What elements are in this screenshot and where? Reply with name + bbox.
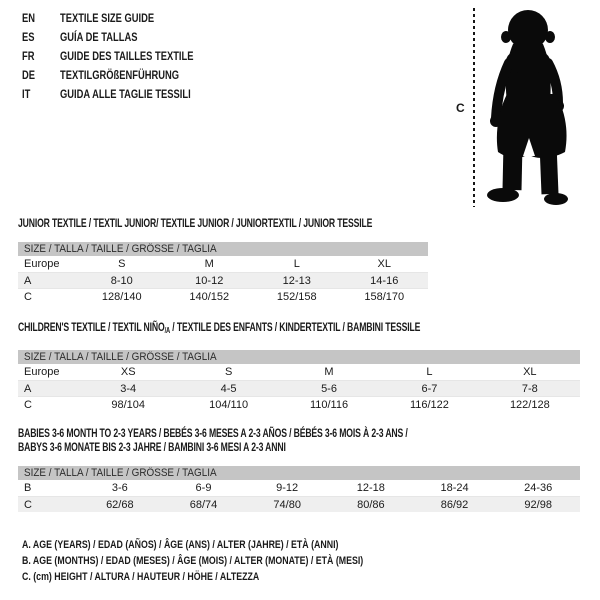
size-cell: 140/152	[189, 291, 230, 303]
size-header-label: SIZE / TALLA / TAILLE / GRÖSSE / TAGLIA	[24, 243, 217, 255]
size-header-band	[18, 350, 580, 364]
footnote-line	[22, 553, 449, 569]
row-label: C	[24, 399, 32, 411]
row-label: Europe	[24, 366, 60, 378]
size-cell: 122/128	[509, 399, 550, 411]
babies-textile-table	[18, 426, 580, 512]
size-cell: 74/80	[273, 499, 301, 511]
row-label: Europe	[24, 258, 60, 270]
size-cell: XL	[377, 258, 391, 270]
table-title	[18, 320, 580, 338]
size-header-band	[18, 466, 580, 480]
size-cell: 4-5	[220, 383, 237, 395]
footnote-line	[22, 537, 449, 553]
footnote-text: A. AGE (YEARS) / EDAD (AÑOS) / ÂGE (ANS) / ALTER (JAHRE) / ETÀ (ANNI)	[22, 539, 339, 551]
size-cell: 80/86	[357, 499, 385, 511]
size-cell: S	[224, 366, 233, 378]
size-cell: 116/122	[409, 399, 449, 411]
size-cell: 12-13	[282, 275, 311, 287]
footnotes	[22, 537, 449, 585]
size-cell: 10-12	[195, 275, 224, 287]
table-title-text	[18, 320, 420, 338]
table-title-line	[18, 216, 428, 230]
size-cell: 68/74	[189, 499, 218, 511]
size-cell: 8-10	[110, 275, 133, 287]
table-title-segment: BABYS 3-6 MONATE BIS 2-3 JAHRE / BAMBINI 3-6 MESI A 2-3 ANNI	[18, 440, 286, 454]
size-cell: 3-4	[120, 383, 137, 395]
legend-title	[60, 9, 181, 28]
size-cell: 92/98	[524, 499, 552, 511]
language-legend	[22, 9, 231, 104]
size-cell: XS	[120, 366, 136, 378]
size-cell: 158/170	[364, 291, 405, 303]
size-header-label: SIZE / TALLA / TAILLE / GRÖSSE / TAGLIA	[24, 351, 217, 363]
legend-title	[60, 28, 159, 47]
row-label: C	[24, 499, 32, 511]
language-code-text: ES	[22, 30, 35, 44]
height-marker-label: C	[456, 101, 465, 115]
size-cell: M	[324, 366, 334, 378]
legend-item	[22, 9, 231, 28]
language-code	[22, 66, 60, 85]
size-cell: 62/68	[106, 499, 134, 511]
table-title-text	[18, 216, 372, 230]
table-title-segment: JUNIOR TEXTILE / TEXTIL JUNIOR/ TEXTILE JUNIOR / JUNIORTEXTIL / JUNIOR TESSILE	[18, 216, 373, 230]
footnote-text: C. (cm) HEIGHT / ALTURA / HAUTEUR / HÖHE / ALTEZZA	[22, 571, 260, 583]
table-row-c	[18, 288, 428, 304]
size-cell: 14-16	[370, 275, 399, 287]
language-code	[22, 47, 60, 66]
legend-item	[22, 66, 231, 85]
size-header-label: SIZE / TALLA / TAILLE / GRÖSSE / TAGLIA	[24, 467, 217, 479]
language-code-text: IT	[22, 87, 31, 101]
size-cell: 3-6	[111, 482, 128, 494]
table-title-text	[18, 426, 408, 440]
size-cell: M	[204, 258, 214, 270]
table-row-b	[18, 480, 580, 496]
table-row-a	[18, 272, 428, 288]
legend-item	[22, 85, 231, 104]
row-label: A	[24, 383, 32, 395]
toddler-silhouette-icon	[486, 6, 592, 208]
table-title-segment: BABIES 3-6 MONTH TO 2-3 YEARS / BEBÉS 3-6 MESES A 2-3 AÑOS / BÉBÉS 3-6 MOIS À 2-3 ANS /	[18, 426, 408, 440]
row-label: C	[24, 291, 32, 303]
table-title-line	[18, 440, 580, 454]
language-code-text: EN	[22, 11, 36, 25]
table-rows	[18, 364, 580, 412]
size-cell: L	[426, 366, 433, 378]
size-cell: 86/92	[440, 499, 469, 511]
legend-title	[60, 66, 213, 85]
size-cell: 12-18	[356, 482, 385, 494]
size-cell: 6-7	[421, 383, 438, 395]
legend-title-text: GUIDA ALLE TAGLIE TESSILI	[60, 87, 191, 101]
size-cell: 7-8	[521, 383, 538, 395]
size-cell: 152/158	[276, 291, 317, 303]
legend-title	[60, 85, 228, 104]
language-code-text: DE	[22, 68, 36, 82]
row-label: B	[24, 482, 32, 494]
legend-title-text: GUIDE DES TAILLES TEXTILE	[60, 49, 194, 63]
silhouette-ear-right	[545, 31, 555, 43]
size-cell: S	[118, 258, 126, 270]
silhouette-foot-left	[487, 188, 519, 202]
silhouette-leg-left	[512, 144, 513, 190]
footnote-text: B. AGE (MONTHS) / EDAD (MESES) / ÂGE (MOIS) / ALTER (MONATE) / ETÀ (MESI)	[22, 555, 364, 567]
table-title-subscript: /A	[164, 326, 171, 335]
table-row-c	[18, 396, 580, 412]
childrens-textile-table	[18, 320, 580, 412]
legend-title	[60, 47, 231, 66]
table-title	[18, 216, 428, 230]
row-label: A	[24, 275, 32, 287]
height-measure-dashed-line	[473, 8, 475, 207]
table-title-line	[18, 426, 580, 440]
table-title-line	[18, 320, 580, 338]
size-cell: 6-9	[195, 482, 212, 494]
silhouette-foot-right	[544, 193, 568, 205]
size-cell: 18-24	[440, 482, 469, 494]
table-row-c	[18, 496, 580, 512]
size-cell: 9-12	[276, 482, 299, 494]
size-cell: 5-6	[321, 383, 337, 395]
silhouette-ear-left	[501, 31, 511, 43]
table-row-europe	[18, 364, 580, 380]
size-cell: 98/104	[111, 399, 146, 411]
footnote-line	[22, 569, 449, 585]
language-code-text: FR	[22, 49, 35, 63]
legend-item	[22, 47, 231, 66]
table-rows	[18, 480, 580, 512]
size-cell: 110/116	[309, 399, 349, 411]
table-title-text	[18, 440, 286, 454]
language-code	[22, 9, 60, 28]
table-rows	[18, 256, 428, 304]
junior-textile-table	[18, 216, 428, 304]
table-title	[18, 426, 580, 454]
legend-title-text: GUÍA DE TALLAS	[60, 30, 138, 44]
legend-item	[22, 28, 231, 47]
silhouette-leg-right	[548, 144, 550, 194]
size-cell: 128/140	[101, 291, 142, 303]
table-title-segment: CHILDREN'S TEXTILE / TEXTIL NIÑO	[18, 320, 165, 334]
language-code	[22, 85, 60, 104]
legend-title-text: TEXTILE SIZE GUIDE	[60, 11, 155, 25]
size-cell: 104/110	[209, 399, 249, 411]
size-cell: L	[293, 258, 300, 270]
table-title-segment: / TEXTILE DES ENFANTS / KINDERTEXTIL / BAMBINI TESSILE	[170, 320, 421, 334]
language-code	[22, 28, 60, 47]
table-row-a	[18, 380, 580, 396]
size-cell: 24-36	[524, 482, 553, 494]
table-row-europe	[18, 256, 428, 272]
size-header-band	[18, 242, 428, 256]
legend-title-text: TEXTILGRÖßENFÜHRUNG	[60, 68, 180, 82]
size-cell: XL	[523, 366, 537, 378]
